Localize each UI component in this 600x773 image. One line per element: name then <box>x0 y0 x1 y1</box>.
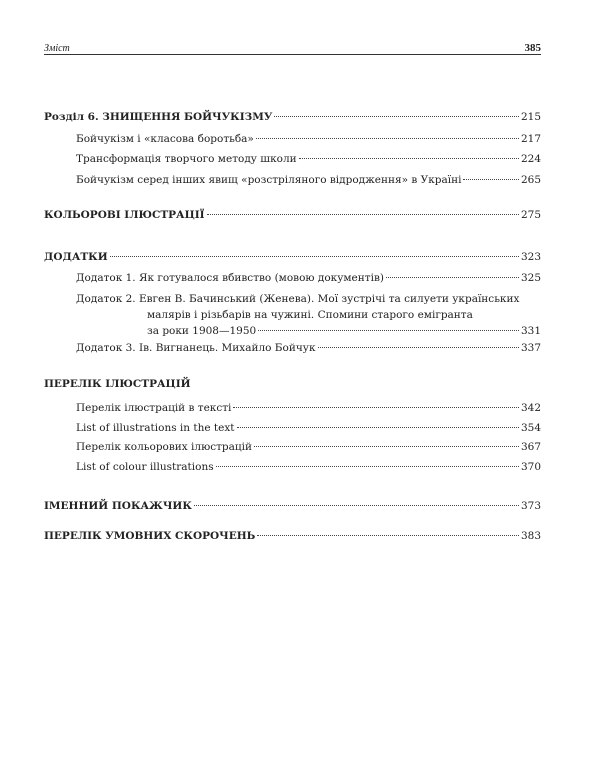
dot-leader <box>256 138 519 139</box>
toc-label: Бойчукізм і «класова боротьба» <box>76 133 254 145</box>
toc-page: 342 <box>520 402 541 414</box>
dot-leader <box>194 505 519 506</box>
toc-label: Трансформація творчого методу школи <box>76 153 297 165</box>
toc-entry-name-index[interactable] <box>44 499 541 513</box>
toc-label: ДОДАТКИ <box>44 251 108 263</box>
toc-page: 325 <box>520 272 541 284</box>
toc-page: 373 <box>520 500 541 512</box>
toc-label: Додаток 1. Як готувалося вбивство (мовою документів) <box>76 272 384 284</box>
dot-leader <box>207 214 519 215</box>
toc-entry[interactable] <box>76 173 541 187</box>
dot-leader <box>254 446 519 447</box>
toc-page: 370 <box>520 461 541 473</box>
toc-label: ІМЕННИЙ ПОКАЖЧИК <box>44 500 192 512</box>
toc-label-line: малярів і різьбарів на чужині. Спомини старого емігранта <box>147 309 473 321</box>
toc-label: Бойчукізм серед інших явищ «розстріляного відродження» в Україні <box>76 174 462 186</box>
toc-entry[interactable] <box>76 132 541 146</box>
toc-entry[interactable] <box>76 152 541 166</box>
toc-page: 337 <box>520 342 541 354</box>
toc-entry-multiline[interactable] <box>76 291 541 339</box>
dot-leader <box>299 158 519 159</box>
toc-page: 323 <box>520 251 541 263</box>
toc-label: List of illustrations in the text <box>76 422 235 434</box>
dot-leader <box>237 427 519 428</box>
dot-leader <box>463 179 518 180</box>
toc-label: Розділ 6. ЗНИЩЕННЯ БОЙЧУКІЗМУ <box>44 111 273 123</box>
dot-leader <box>318 347 519 348</box>
dot-leader <box>110 256 519 257</box>
toc-page: 265 <box>520 174 541 186</box>
toc-page: 367 <box>520 441 541 453</box>
toc-page: 275 <box>520 209 541 221</box>
toc-entry-color-illustrations[interactable] <box>44 208 541 222</box>
header-title: Зміст <box>44 43 70 54</box>
toc-label-line: Додаток 2. Евген В. Бачинський (Женева). Мої зустрічі та силуети українських <box>76 293 520 305</box>
toc-entry[interactable] <box>76 421 541 435</box>
toc-entry[interactable] <box>76 440 541 454</box>
toc-entry-chapter-6[interactable] <box>44 110 541 124</box>
dot-leader <box>233 407 519 408</box>
dot-leader <box>257 535 519 536</box>
toc-label: List of colour illustrations <box>76 461 214 473</box>
toc-label-line: за роки 1908—1950 <box>147 325 257 337</box>
dot-leader <box>258 330 519 331</box>
toc-entry-appendices[interactable] <box>44 250 541 264</box>
toc-entry[interactable] <box>76 401 541 415</box>
dot-leader <box>386 277 519 278</box>
toc-page: 217 <box>520 133 541 145</box>
toc-entry[interactable] <box>76 271 541 285</box>
toc-page: 331 <box>520 325 541 337</box>
toc-label: Перелік кольорових ілюстрацій <box>76 441 252 453</box>
dot-leader <box>274 116 519 117</box>
toc-label: Перелік ілюстрацій в тексті <box>76 402 232 414</box>
toc-page: 215 <box>520 111 541 123</box>
toc-label: Додаток 3. Ів. Вигнанець. Михайло Бойчук <box>76 342 316 354</box>
toc-label: ПЕРЕЛІК УМОВНИХ СКОРОЧЕНЬ <box>44 530 256 542</box>
toc-page: 224 <box>520 153 541 165</box>
toc-heading-illustrations: ПЕРЕЛІК ІЛЮСТРАЦІЙ <box>44 378 191 390</box>
toc-entry[interactable] <box>76 341 541 355</box>
page-number: 385 <box>524 42 541 54</box>
running-header <box>44 38 541 55</box>
toc-page: 383 <box>520 530 541 542</box>
toc-page: 354 <box>520 422 541 434</box>
toc-entry-abbreviations[interactable] <box>44 529 541 543</box>
dot-leader <box>216 466 519 467</box>
toc-entry[interactable] <box>76 460 541 474</box>
toc-label: КОЛЬОРОВІ ІЛЮСТРАЦІЇ <box>44 209 205 221</box>
